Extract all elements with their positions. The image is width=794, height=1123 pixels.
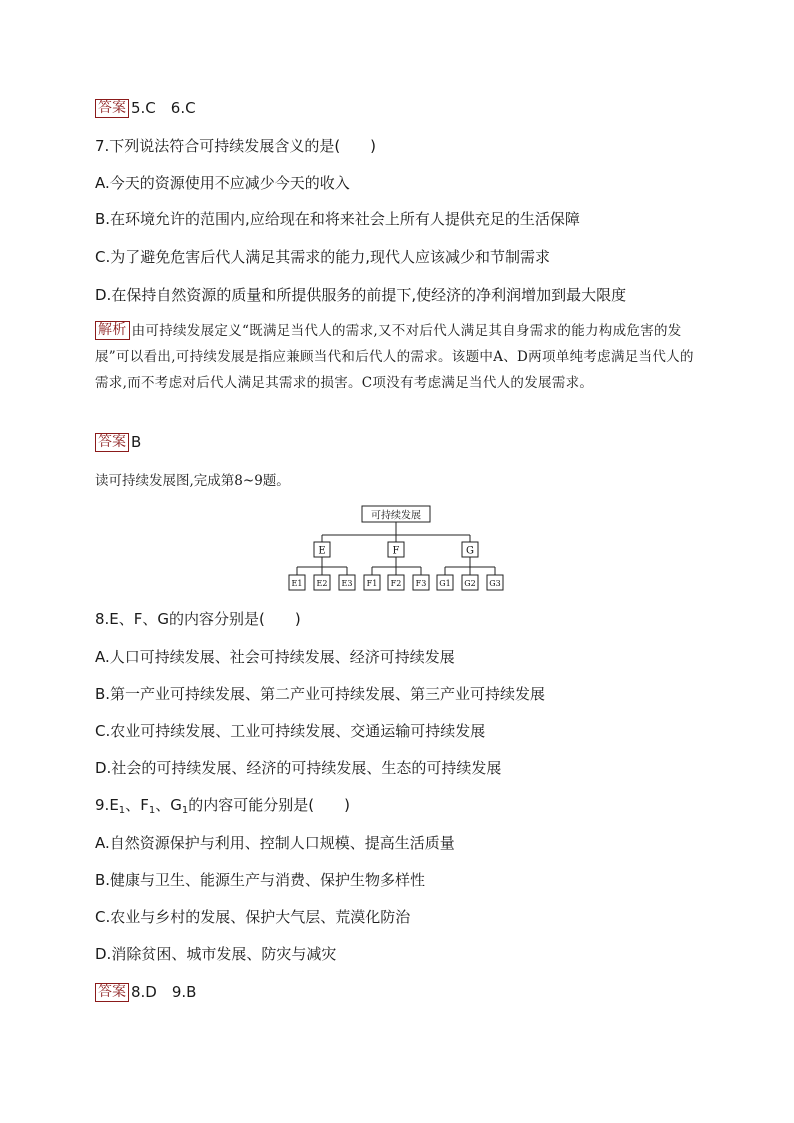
diagram-label-f3: F3 [415, 579, 427, 588]
q9-f: F [140, 796, 149, 814]
q9-stem-tail: 的内容可能分别是( ) [188, 796, 350, 814]
sustainability-diagram [285, 505, 510, 595]
q9-stem [95, 795, 350, 815]
diagram-label-e: E [318, 545, 326, 557]
diagram-label-g: G [466, 545, 474, 557]
diagram-label-g3: G3 [489, 579, 501, 588]
q8-option-b: B.第一产业可持续发展、第二产业可持续发展、第三产业可持续发展 [95, 685, 546, 703]
diagram-label-e1: E1 [291, 579, 303, 588]
q9-sep: 、 [155, 796, 171, 814]
q7-stem: 7.下列说法符合可持续发展含义的是( ) [95, 137, 377, 155]
q9-g: G [170, 796, 182, 814]
q8-option-c: C.农业可持续发展、工业可持续发展、交通运输可持续发展 [95, 722, 486, 740]
answer-8-9 [95, 982, 196, 1002]
answer-tag: 答案 [95, 433, 129, 452]
answer-text: B [131, 433, 142, 451]
q7-option-b: B.在环境允许的范围内,应给现在和将来社会上所有人提供充足的生活保障 [95, 210, 580, 228]
diagram-intro: 读可持续发展图,完成第8~9题。 [95, 473, 290, 489]
q9-sub: 1 [148, 805, 156, 816]
q9-sub: 1 [181, 805, 189, 816]
answer-text: 8.D 9.B [131, 983, 197, 1001]
q9-e: E [109, 796, 119, 814]
answer-text: 5.C 6.C [131, 99, 196, 117]
q7-option-a: A.今天的资源使用不应减少今天的收入 [95, 174, 350, 192]
q8-option-d: D.社会的可持续发展、经济的可持续发展、生态的可持续发展 [95, 759, 502, 777]
analysis-tag: 解析 [95, 321, 130, 340]
q7-answer [95, 432, 141, 452]
analysis-text: 由可持续发展定义“既满足当代人的需求,又不对后代人满足其自身需求的能力构成危害的发展”可以看出,可持续发展是指应兼顾当代和后代人的需求。该题中A、D两项单纯考虑满足当代人的需求,而不考虑对后代人满足其需求的损害。C项没有考虑满足当代人的发展需求。 [95, 323, 694, 391]
diagram-label-f1: F1 [366, 579, 378, 588]
q8-option-a: A.人口可持续发展、社会可持续发展、经济可持续发展 [95, 648, 455, 666]
diagram-label-f2: F2 [390, 579, 402, 588]
q8-stem: 8.E、F、G的内容分别是( ) [95, 610, 301, 628]
answer-tag: 答案 [95, 983, 129, 1002]
q9-number: 9. [95, 796, 110, 814]
diagram-label-e2: E2 [316, 579, 328, 588]
q9-option-c: C.农业与乡村的发展、保护大气层、荒漠化防治 [95, 908, 411, 926]
diagram-label-g2: G2 [464, 579, 476, 588]
q7-option-c: C.为了避免危害后代人满足其需求的能力,现代人应该减少和节制需求 [95, 248, 551, 266]
q9-sub: 1 [118, 805, 126, 816]
answer-tag: 答案 [95, 99, 129, 118]
diagram-label-f: F [392, 545, 400, 557]
q9-option-d: D.消除贫困、城市发展、防灾与减灾 [95, 945, 337, 963]
q7-analysis [95, 318, 700, 396]
diagram-root-label: 可持续发展 [371, 510, 421, 522]
diagram-label-e3: E3 [341, 579, 353, 588]
q9-sep: 、 [125, 796, 141, 814]
q7-option-d: D.在保持自然资源的质量和所提供服务的前提下,使经济的净利润增加到最大限度 [95, 286, 627, 304]
diagram-label-g1: G1 [439, 579, 451, 588]
q9-option-a: A.自然资源保护与利用、控制人口规模、提高生活质量 [95, 834, 455, 852]
answer-5-6 [95, 98, 196, 118]
q9-option-b: B.健康与卫生、能源生产与消费、保护生物多样性 [95, 871, 426, 889]
